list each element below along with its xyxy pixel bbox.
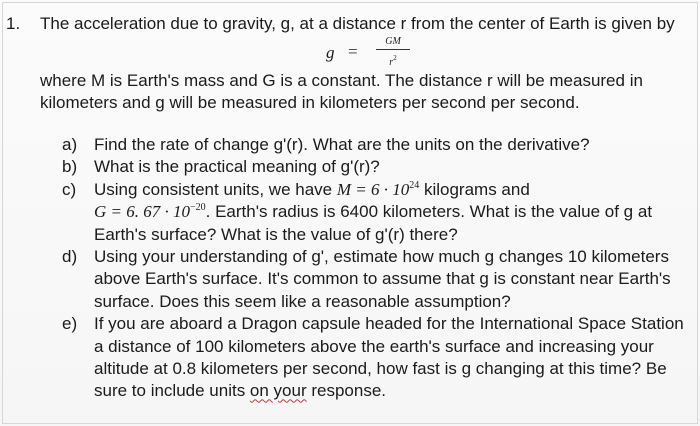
fraction-bar bbox=[376, 49, 410, 50]
formula-equals: = bbox=[348, 42, 358, 61]
part-a-text: Find the rate of change g'(r). What are the units on the derivative? bbox=[94, 135, 590, 154]
part-e-text-1: If you are aboard a Dragon capsule headed for the International Space Station a distance of 100 kilometers above the earth's surface and increasing your altitude at 0.8 kilometers per second, how fast is g changing at this time? Be sure to include units bbox=[94, 314, 684, 401]
formula-fraction bbox=[376, 36, 410, 69]
mass-exponent: 24 bbox=[409, 179, 420, 191]
spellcheck-underlined-text: on your bbox=[249, 381, 307, 401]
part-b bbox=[62, 156, 692, 178]
part-b-text: What is the practical meaning of g'(r)? bbox=[94, 157, 380, 177]
sub-questions bbox=[62, 134, 692, 403]
part-d bbox=[62, 246, 692, 313]
denominator-exponent: 2 bbox=[393, 54, 397, 62]
part-c-text-1: Using consistent units, we have bbox=[94, 179, 337, 199]
part-e bbox=[62, 313, 692, 403]
part-c-text-3: . Earth's radius is 6400 kilometers. What is the value of g at Earth's surface? What is the value of g'(r) there? bbox=[94, 202, 653, 244]
part-c-text-2: kilograms and bbox=[419, 179, 530, 199]
denominator-base: r bbox=[389, 57, 394, 68]
problem-intro: The acceleration due to gravity, g, at a distance r from the center of Earth is given by bbox=[40, 14, 675, 33]
g-constant-expression: G = 6. 67 · 10 bbox=[94, 202, 190, 222]
part-d-text: Using your understanding of g', estimate how much g changes 10 kilometers above Earth's surface. It's common to assume that g is constant near Earth's surface. Does this seem like a reasonable assumption? bbox=[94, 247, 671, 311]
part-c-letter: c) bbox=[62, 179, 77, 199]
problem-number: 1. bbox=[6, 14, 21, 33]
formula-denominator bbox=[376, 52, 410, 69]
mass-expression: M = 6 · 10 bbox=[336, 179, 410, 199]
formula-numerator: GM bbox=[385, 36, 401, 47]
part-a-letter: a) bbox=[62, 135, 78, 154]
part-b-letter: b) bbox=[62, 157, 78, 177]
part-a bbox=[62, 134, 692, 156]
part-e-letter: e) bbox=[62, 314, 78, 334]
part-c bbox=[62, 179, 692, 246]
formula-lhs: g bbox=[326, 43, 335, 62]
g-constant-exponent: −20 bbox=[190, 202, 206, 214]
problem-paragraph: where M is Earth's mass and G is a constant. The distance r will be measured in kilometers and g will be measured in kilometers per second per second. bbox=[40, 71, 643, 112]
part-e-text-2: response. bbox=[306, 381, 387, 401]
part-d-letter: d) bbox=[62, 247, 78, 267]
